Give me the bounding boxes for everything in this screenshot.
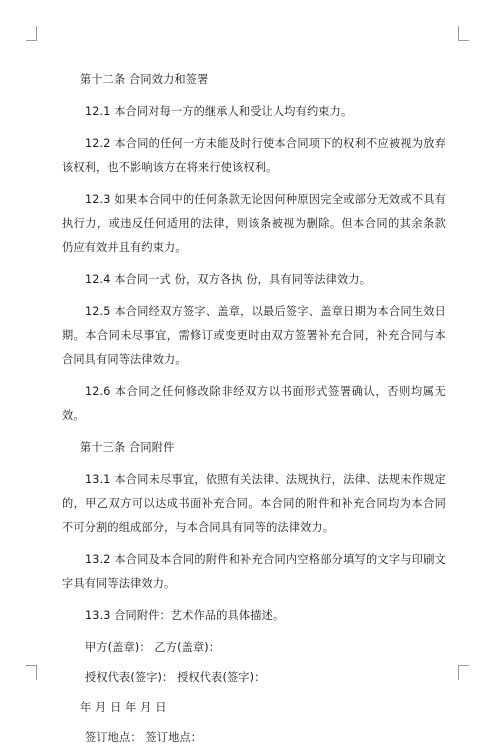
crop-mark-top-right [458, 26, 469, 41]
clause-13-2: 13.2 本合同及本合同的附件和补充合同内空格部分填写的文字与印刷文字具有同等法律效力。 [62, 553, 446, 590]
clause-13-3: 13.3 合同附件：艺术作品的具体描述。 [85, 609, 285, 622]
clause-12-3: 12.3 如果本合同中的任何条款无论因何种原因完全或部分无效或不具有执行力，或违反任何适用的法律，则该条被视为删除。但本合同的其余条款仍应有效并且有约束力。 [62, 193, 446, 254]
section-heading-13: 第十三条 合同附件 [80, 441, 175, 454]
crop-mark-bottom-left [26, 665, 37, 680]
signature-line-date: 年 月 日 年 月 日 [80, 701, 167, 714]
clause-12-5: 12.5 本合同经双方签字、盖章，以最后签字、盖章日期为本合同生效日期。本合同未尽事宜，需修订或变更时由双方签署补充合同，补充合同与本合同具有同等法律效力。 [62, 305, 446, 366]
crop-mark-top-left [26, 26, 37, 41]
signature-line-representative: 授权代表(签字)： 授权代表(签字)： [85, 671, 266, 684]
signature-line-place: 签订地点： 签订地点： [85, 731, 203, 744]
clause-12-6: 12.6 本合同之任何修改除非经双方以书面形式签署确认，否则均属无效。 [62, 385, 446, 422]
signature-line-seal: 甲方(盖章)： 乙方(盖章)： [85, 641, 221, 654]
clause-13-1: 13.1 本合同未尽事宜，依照有关法律、法规执行，法律、法规未作规定的，甲乙双方可以达成书面补充合同。本合同的附件和补充合同均为本合同不可分割的组成部分，与本合同具有同等的法律效力。 [62, 473, 446, 534]
document-body [62, 68, 446, 756]
clause-12-4: 12.4 本合同一式 份，双方各执 份，具有同等法律效力。 [85, 273, 372, 286]
clause-12-1: 12.1 本合同对每一方的继承人和受让人均有约束力。 [85, 105, 353, 118]
crop-mark-bottom-right [458, 665, 469, 680]
clause-12-2: 12.2 本合同的任何一方未能及时行使本合同项下的权利不应被视为放弃该权利，也不影响该方在将来行使该权利。 [62, 137, 446, 174]
section-heading-12: 第十二条 合同效力和签署 [80, 73, 209, 86]
